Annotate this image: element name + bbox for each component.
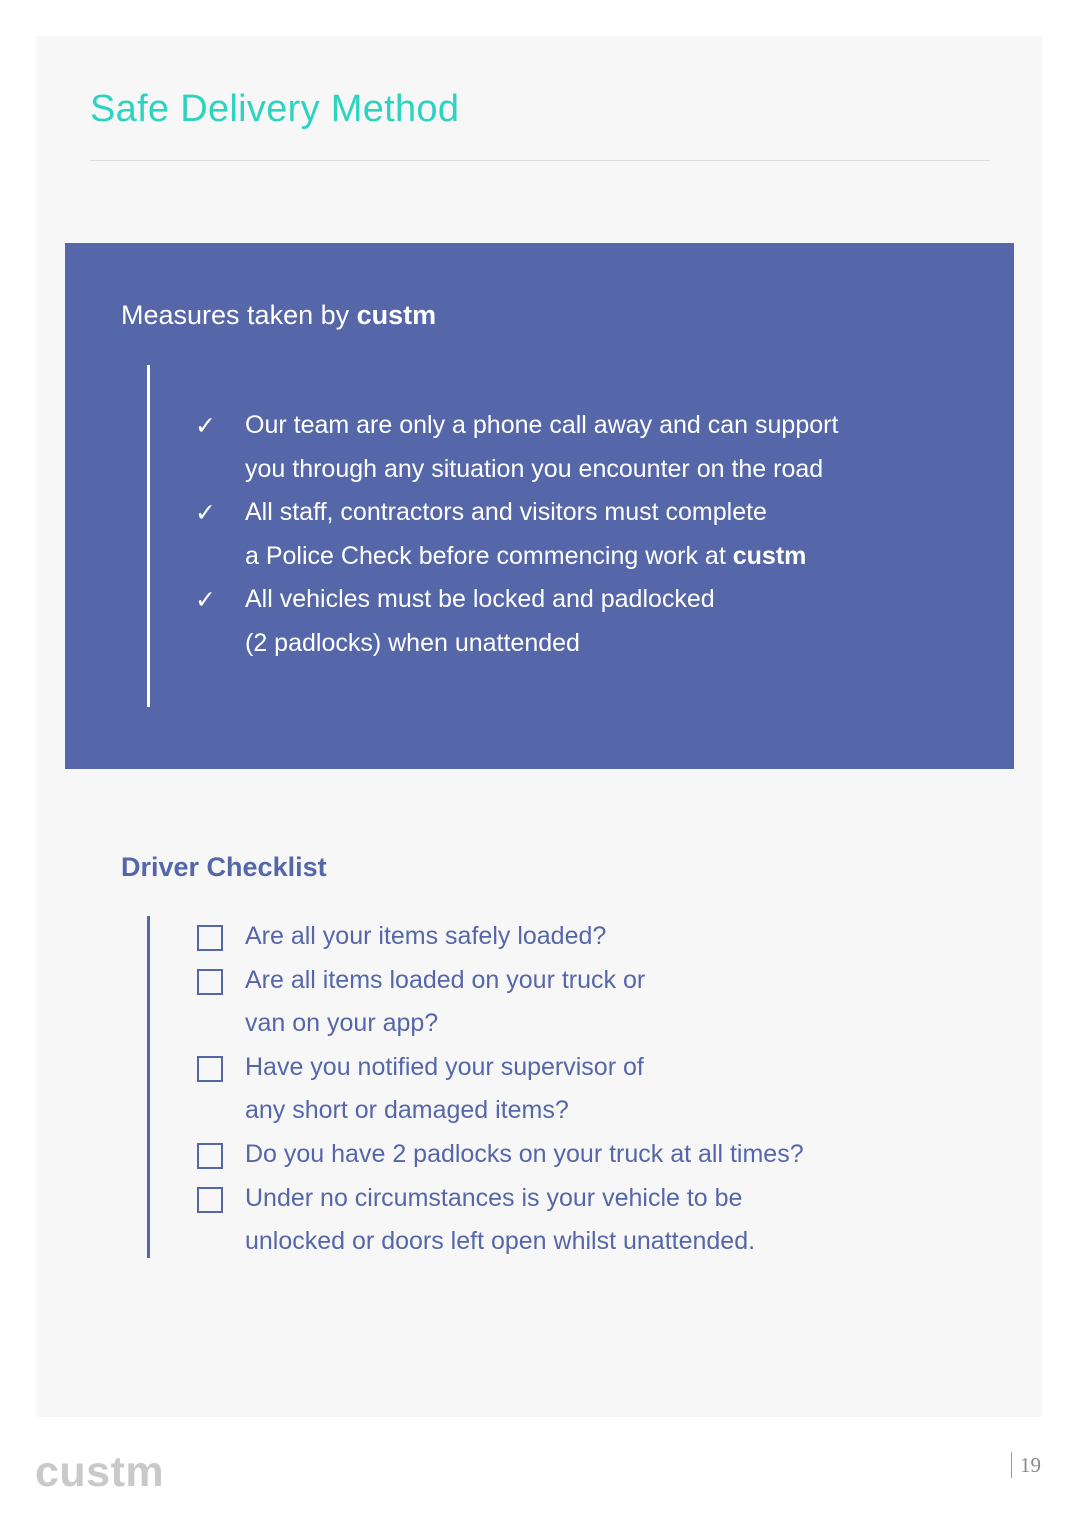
checklist-item-label: Do you have 2 padlocks on your truck at all times? [245, 1139, 804, 1168]
checkmark-icon: ✓ [195, 411, 216, 440]
driver-checklist [197, 915, 804, 1264]
page-number: 19 [1011, 1452, 1041, 1478]
measure-item [195, 578, 838, 665]
checklist-item [197, 1046, 804, 1133]
checkbox[interactable] [197, 1056, 223, 1082]
checkbox[interactable] [197, 925, 223, 951]
measure-line: All staff, contractors and visitors must complete [245, 498, 767, 527]
custm-logo: custm [35, 1448, 165, 1496]
checklist-item [197, 959, 804, 1046]
checkmark-icon: ✓ [195, 498, 216, 528]
measure-line: you through any situation you encounter on the road [245, 454, 824, 483]
measure-line: Our team are only a phone call away and can support [245, 411, 839, 439]
checklist-item [197, 1133, 804, 1177]
checklist-item-label: any short or damaged items? [245, 1096, 569, 1125]
measure-line [245, 535, 838, 579]
measure-line-text: a Police Check before commencing work at [245, 541, 733, 570]
checklist-heading: Driver Checklist [121, 852, 327, 882]
checklist-item-label: Have you notified your supervisor of [245, 1052, 644, 1081]
checklist-accent-bar [147, 916, 150, 1258]
checklist-item-label: Are all items loaded on your truck or [245, 965, 646, 994]
measures-heading-brand: custm [356, 300, 437, 330]
measure-item [195, 404, 838, 491]
checklist-item [197, 915, 804, 959]
measure-line: All vehicles must be locked and padlocked [245, 585, 715, 614]
title-divider [90, 160, 990, 161]
checklist-item-label: Are all your items safely loaded? [245, 922, 607, 950]
measure-line-brand: custm [732, 541, 807, 570]
checkbox[interactable] [197, 969, 223, 995]
checkbox[interactable] [197, 1143, 223, 1169]
checkmark-icon: ✓ [195, 585, 216, 615]
measures-accent-bar [147, 365, 150, 707]
checklist-item-label: unlocked or doors left open whilst unattended. [245, 1227, 756, 1256]
measure-item [195, 491, 838, 578]
page-title: Safe Delivery Method [90, 88, 460, 130]
measures-list [195, 404, 838, 666]
checklist-item [197, 1177, 804, 1264]
measures-heading-text: Measures taken by [121, 300, 357, 330]
measures-heading [121, 300, 436, 331]
checklist-item-label: Under no circumstances is your vehicle to be [245, 1183, 743, 1212]
checklist-item-label: van on your app? [245, 1009, 439, 1038]
measure-line: (2 padlocks) when unattended [245, 628, 580, 657]
checkbox[interactable] [197, 1187, 223, 1213]
